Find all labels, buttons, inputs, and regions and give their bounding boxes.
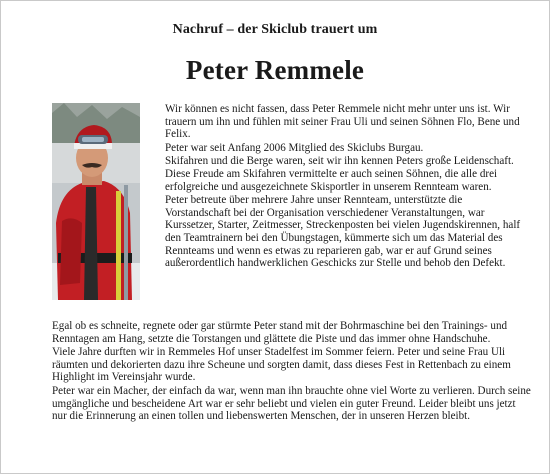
side-text-column xyxy=(165,103,530,270)
obituary-heading: Nachruf – der Skiclub trauert um xyxy=(172,22,378,37)
paragraph: Viele Jahre durften wir in Remmeles Hof unser Stadelfest im Sommer feiern. Peter und seine Frau Uli räumten und dekorierten dazu ihre Scheune und sorgten damit, dass dieses Fest in Rettenbach zu einem Highlight im Vereinsjahr wurde. xyxy=(52,346,511,384)
full-width-text xyxy=(52,320,532,423)
deceased-name: Peter Remmele xyxy=(185,55,365,85)
paragraph: Skifahren und die Berge waren, seit wir ihn kennen Peters große Leidenschaft. Diese Freude am Skifahren vermittelte er auch seinen Söhnen, die alle drei erfolgreiche und ausgezeichnete Skisportler in unserem Rennteam waren. xyxy=(165,155,514,193)
portrait-photo-icon xyxy=(52,103,140,300)
paragraph: Peter war ein Macher, der einfach da war, wenn man ihn brauchte ohne viel Worte zu verlieren. Durch seine umgängliche und bescheidene Art war er sehr beliebt und vielen ein guter Freund. Leider bleibt uns jetzt nur die Erinnerung an einen tollen und liebenswerten Menschen, der in unseren Herzen bleibt. xyxy=(52,384,531,423)
paragraph: Wir können es nicht fassen, dass Peter Remmele nicht mehr unter uns ist. Wir trauern um ihn und fühlen mit seiner Frau Uli und seinen Söhnen Flo, Bene und Felix. xyxy=(165,103,520,141)
paragraph: Peter betreute über mehrere Jahre unser Rennteam, unterstützte die Vorstandschaft bei der Organisation verschiedener Veranstaltungen, war Kurssetzer, Starter, Zeitmesser, Streckenposten bei vielen Jugendskirennen, half den Teamtrainern bei den Übungstagen, kümmerte sich um das Material des Rennteams und wenn es etwas zu reparieren gab, war er auf Grund seines außerordentlich handwerklichen Geschicks zur Stelle und behob den Defekt. xyxy=(165,194,521,270)
paragraph: Peter war seit Anfang 2006 Mitglied des Skiclubs Burgau. xyxy=(165,141,424,154)
paragraph: Egal ob es schneite, regnete oder gar stürmte Peter stand mit der Bohrmaschine bei den Trainings- und Renntagen am Hang, setzte die Torstangen und glättete die Piste und das immer ohne Handschuhe. xyxy=(52,320,508,345)
portrait-photo xyxy=(52,103,140,300)
